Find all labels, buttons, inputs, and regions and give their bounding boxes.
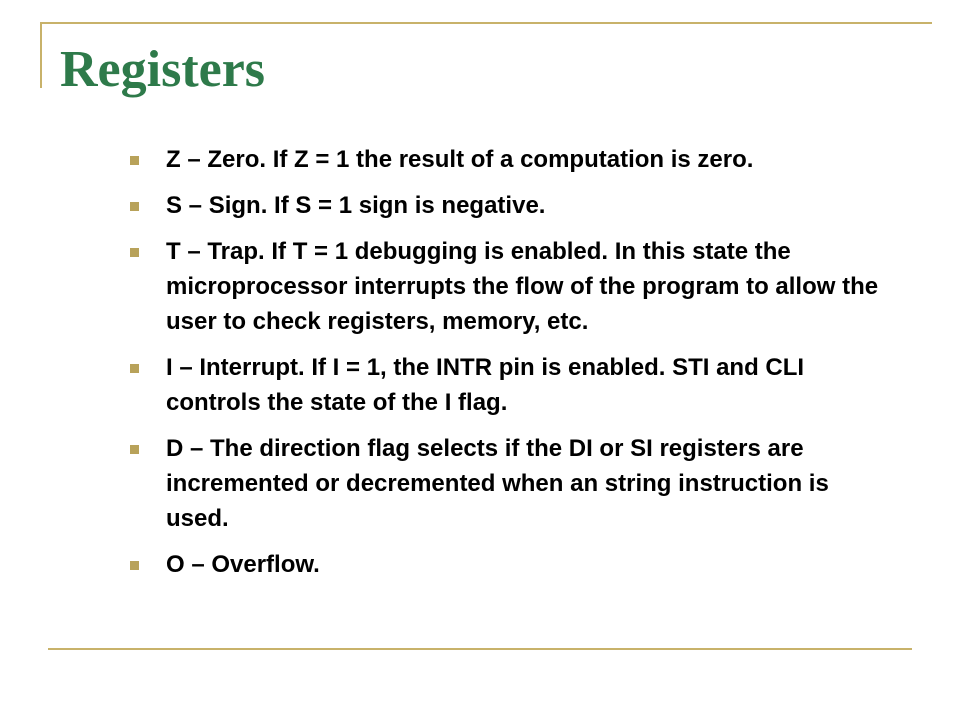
square-bullet-icon bbox=[130, 156, 139, 165]
square-bullet-icon bbox=[130, 445, 139, 454]
slide-title: Registers bbox=[60, 41, 266, 98]
square-bullet-icon bbox=[130, 202, 139, 211]
frame-bottom-rule bbox=[48, 648, 912, 650]
bullet-item-trap bbox=[130, 234, 890, 339]
bullet-text: Z – Zero. If Z = 1 the result of a computation is zero. bbox=[166, 146, 754, 173]
bullet-list bbox=[130, 142, 890, 593]
bullet-text: O – Overflow. bbox=[166, 551, 320, 578]
square-bullet-icon bbox=[130, 561, 139, 570]
bullet-text: I – Interrupt. If I = 1, the INTR pin is enabled. STI and CLI controls the state of the I flag. bbox=[166, 354, 805, 416]
bullet-item-zero bbox=[130, 142, 890, 177]
frame-left-rule bbox=[40, 22, 42, 88]
frame-top-rule bbox=[40, 22, 932, 24]
bullet-item-interrupt bbox=[130, 350, 890, 420]
bullet-text: D – The direction flag selects if the DI or SI registers are incremented or decremented when an string instruction is used. bbox=[166, 435, 829, 532]
bullet-item-sign bbox=[130, 188, 890, 223]
bullet-text: S – Sign. If S = 1 sign is negative. bbox=[166, 192, 546, 219]
square-bullet-icon bbox=[130, 364, 139, 373]
bullet-text: T – Trap. If T = 1 debugging is enabled. In this state the microprocessor interrupts the flow of the program to allow the user to check registers, memory, etc. bbox=[166, 238, 879, 335]
square-bullet-icon bbox=[130, 248, 139, 257]
bullet-item-direction bbox=[130, 431, 890, 536]
bullet-item-overflow bbox=[130, 547, 890, 582]
